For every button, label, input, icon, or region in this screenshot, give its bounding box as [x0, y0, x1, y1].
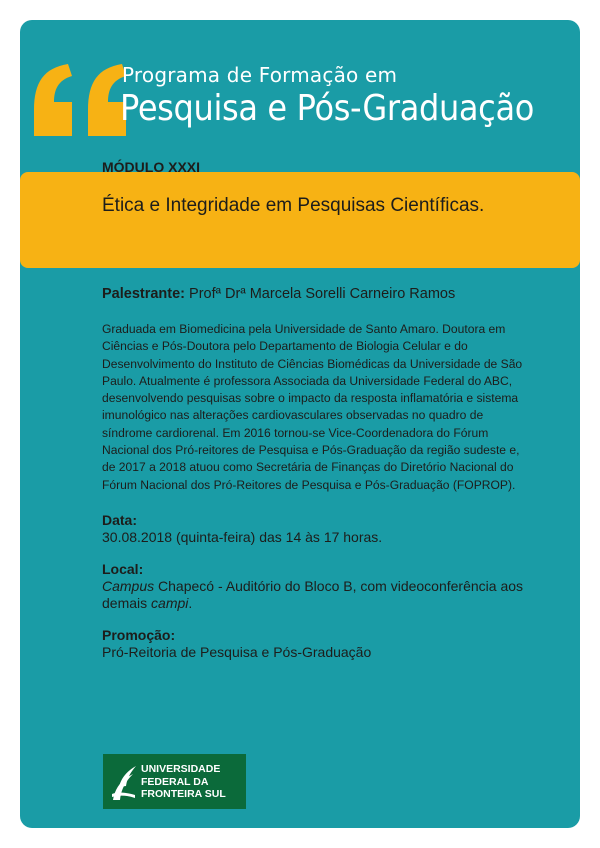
- location-label: Local:: [102, 560, 144, 577]
- location-campi-word: campi: [151, 594, 189, 611]
- promotion-value: Pró-Reitoria de Pesquisa e Pós-Graduação: [102, 643, 372, 660]
- logo-line-3: FRONTEIRA SUL: [141, 788, 226, 800]
- content: [102, 286, 527, 676]
- logo-line-1: UNIVERSIDADE: [141, 763, 221, 775]
- module-band: [20, 172, 580, 268]
- program-subtitle: Programa de Formação em: [122, 63, 398, 87]
- speaker-label: Palestrante:: [102, 286, 186, 302]
- promotion-label: Promoção:: [102, 626, 176, 643]
- logo-text: [141, 763, 226, 801]
- location-campus-word: Campus: [102, 577, 155, 594]
- speaker-bio: Graduada em Biomedicina pela Universidade de Santo Amaro. Doutora em Ciências e Pós-Doutora pelo Departamento de Biologia Celular e do Desenvolvimento do Instituto de Ciências Biomédicas da Universidade de São Paulo. Atualmente é professora Associada da Universidade Federal do ABC, desenvolvendo pesquisas sobre o impacto da resposta inflamatória e sistema imunológico nas alterações cardiovasculares observadas no quadro de síndrome cardiorenal. Em 2016 tornou-se Vice-Coordenadora do Fórum Nacional dos Pró-reitores de Pesquisa e Pós-Graduação da região sudeste e, de 2017 a 2018 atuou como Secretária de Finanças do Diretório Nacional do Fórum Nacional dos Pró-Reitores de Pesquisa e Pós-Graduação (FOPROP).: [102, 322, 523, 492]
- speaker: [102, 286, 527, 302]
- program-title: Pesquisa e Pós-Graduação: [120, 88, 534, 129]
- module-title: Ética e Integridade em Pesquisas Científicas.: [102, 195, 485, 216]
- header: [20, 20, 580, 170]
- location-text: Chapecó - Auditório do Bloco B, com videoconferência aos demais: [102, 577, 524, 611]
- university-logo: [103, 754, 246, 809]
- module-label: MÓDULO XXXI: [102, 159, 201, 175]
- date-section: [102, 512, 527, 546]
- location-value: [102, 578, 527, 612]
- date-value: 30.08.2018 (quinta-feira) das 14 às 17 horas.: [102, 528, 383, 545]
- date-label: Data:: [102, 511, 138, 528]
- promotion-section: [102, 627, 527, 661]
- logo-line-2: FEDERAL DA: [141, 775, 209, 788]
- speaker-name: Profª Drª Marcela Sorelli Carneiro Ramos: [185, 286, 456, 302]
- uffs-emblem-icon: [111, 764, 137, 801]
- location-section: [102, 561, 527, 612]
- location-period: .: [188, 594, 193, 611]
